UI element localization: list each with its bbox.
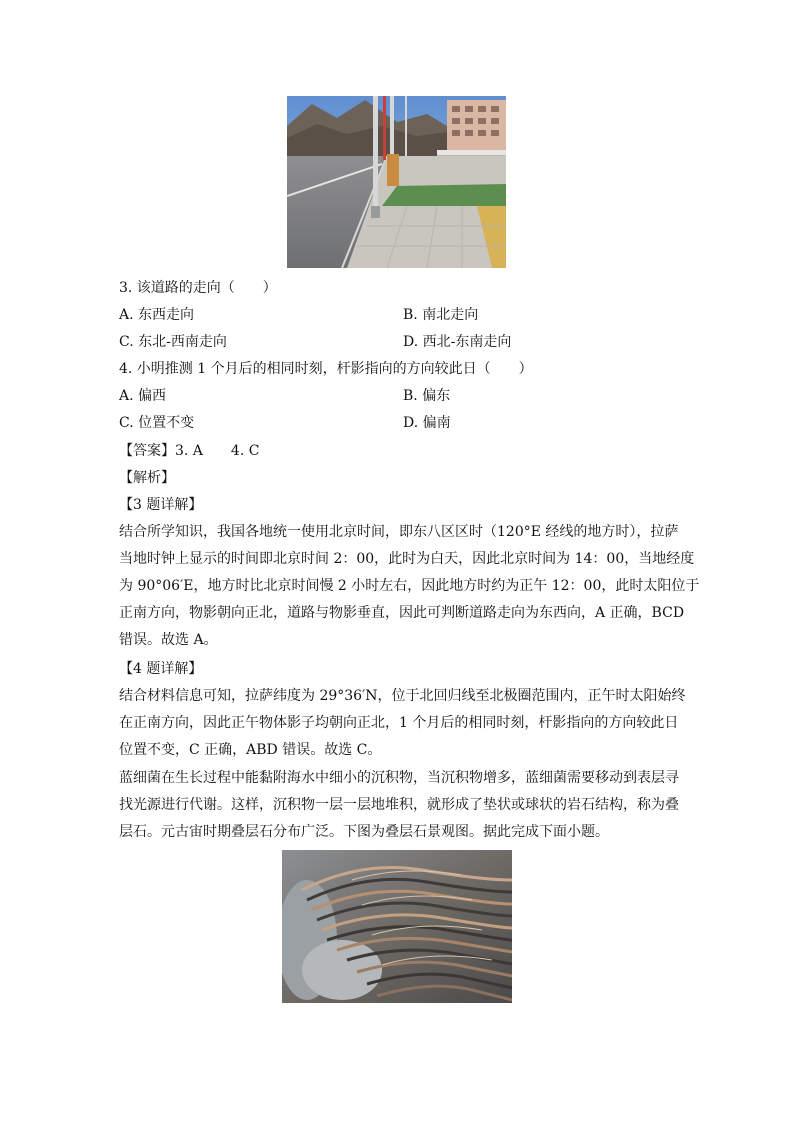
q3-option-c: C. 东北-西南走向 [119, 334, 227, 350]
detail4-line: 在正南方向，因此正午物体影子均朝向正北，1 个月后的相同时刻，杆影指向的方向较此日 [119, 715, 679, 731]
stromatolite-photo [282, 850, 512, 1003]
intro-line: 找光源进行代谢。这样，沉积物一层一层地堆积，就形成了垫状或球状的岩石结构，称为叠 [119, 797, 679, 813]
q4-stem: 4. 小明推测 1 个月后的相同时刻，杆影指向的方向较此日（ ） [119, 361, 533, 377]
street-photo [287, 96, 506, 268]
detail3-line: 结合所学知识，我国各地统一使用北京时间，即东八区区时（120°E 经线的地方时），拉萨 [119, 524, 679, 540]
intro-body [119, 765, 679, 846]
q3-option-a: A. 东西走向 [119, 307, 195, 323]
intro-line: 蓝细菌在生长过程中能黏附海水中细小的沉积物，当沉积物增多，蓝细菌需要移动到表层寻 [119, 770, 679, 786]
analysis-heading: 【解析】 [119, 470, 175, 486]
stromatolite-photo-image [282, 850, 512, 1003]
intro-line: 层石。元古宙时期叠层石分布广泛。下图为叠层石景观图。据此完成下面小题。 [119, 824, 609, 840]
detail3-line: 正南方向，物影朝向正北，道路与物影垂直，因此可判断道路走向为东西向，A 正确，BCD [119, 605, 685, 621]
street-photo-image [287, 96, 506, 268]
detail4-title: 【4 题详解】 [119, 661, 203, 677]
detail3-title: 【3 题详解】 [119, 497, 203, 513]
q4-option-c: C. 位置不变 [119, 415, 195, 431]
detail3-line: 为 90°06′E，地方时比北京时间慢 2 小时左右，因此地方时约为正午 12：00，此时太阳位于 [119, 578, 700, 594]
detail3-body [119, 519, 700, 654]
answer-second: 4. C [230, 443, 260, 459]
q3-option-b: B. 南北走向 [403, 307, 479, 323]
q3-option-d: D. 西北-东南走向 [403, 334, 512, 350]
q4-option-b: B. 偏东 [403, 388, 451, 404]
detail3-line: 当地时钟上显示的时间即北京时间 2：00，此时为白天，因此北京时间为 14：00，当地经度 [119, 551, 695, 567]
detail4-line: 位置不变，C 正确，ABD 错误。故选 C。 [119, 742, 382, 758]
answer-label: 【答案】3. A [119, 443, 203, 459]
answer-line [119, 442, 259, 460]
detail4-body [119, 683, 686, 764]
q3-stem: 3. 该道路的走向（ ） [119, 280, 277, 296]
q4-option-d: D. 偏南 [403, 415, 451, 431]
detail4-line: 结合材料信息可知，拉萨纬度为 29°36′N，位于北回归线至北极圈范围内，正午时太阳始终 [119, 688, 686, 704]
q4-option-a: A. 偏西 [119, 388, 167, 404]
detail3-line: 错误。故选 A。 [119, 632, 218, 648]
